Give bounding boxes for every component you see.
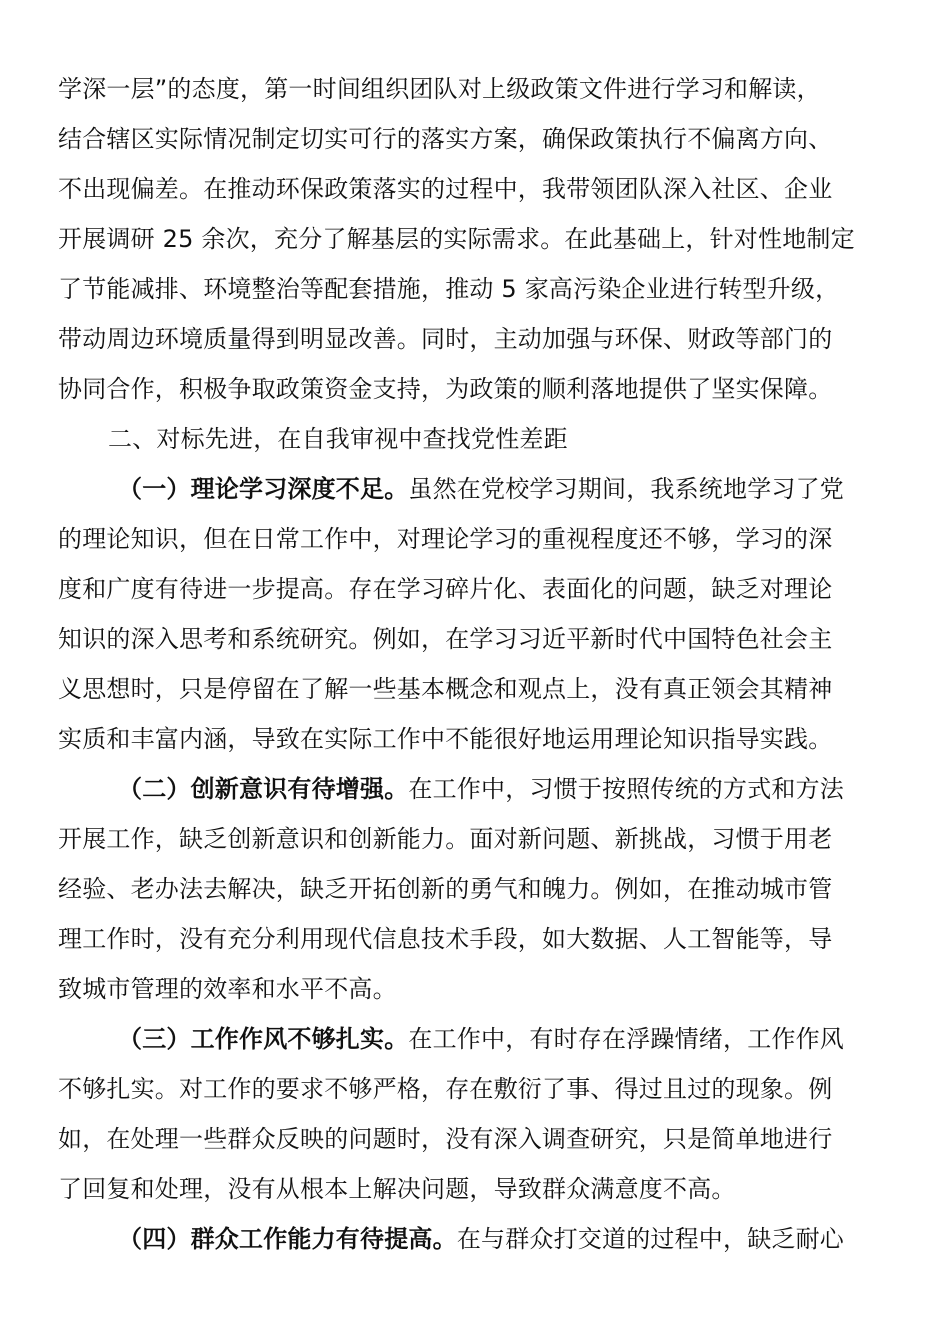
item-first-line: [58, 764, 888, 814]
item-title: （二）创新意识有待增强。: [118, 775, 409, 803]
item-first-line: [58, 1214, 888, 1264]
text-line: 开展工作，缺乏创新意识和创新能力。面对新问题、新挑战，习惯于用老: [58, 825, 833, 853]
text-line: 了回复和处理，没有从根本上解决问题，导致群众满意度不高。: [58, 1175, 736, 1203]
item-text: 在工作中，有时存在浮躁情绪，工作作风: [408, 1025, 845, 1053]
text-line: 义思想时，只是停留在了解一些基本概念和观点上，没有真正领会其精神: [58, 675, 833, 703]
section-heading: 二、对标先进，在自我审视中查找党性差距: [108, 425, 568, 453]
text-line: 经验、老办法去解决，缺乏开拓创新的勇气和魄力。例如，在推动城市管: [58, 875, 833, 903]
item-first-line: [58, 1014, 888, 1064]
text-line: 开展调研 25 余次，充分了解基层的实际需求。在此基础上，针对性地制定: [58, 225, 855, 253]
item-title: （三）工作作风不够扎实。: [118, 1025, 409, 1053]
item-text: 在工作中，习惯于按照传统的方式和方法: [408, 775, 845, 803]
text-line: 不出现偏差。在推动环保政策落实的过程中，我带领团队深入社区、企业: [58, 175, 833, 203]
text-line: 实质和丰富内涵，导致在实际工作中不能很好地运用理论知识指导实践。: [58, 725, 833, 753]
paragraph-item-3: [58, 1014, 888, 1214]
paragraph-item-1: [58, 464, 888, 764]
text-line: 度和广度有待进一步提高。存在学习碎片化、表面化的问题，缺乏对理论: [58, 575, 833, 603]
paragraph-environmental-policy: [58, 64, 888, 414]
text-line: 的理论知识，但在日常工作中，对理论学习的重视程度还不够，学习的深: [58, 525, 833, 553]
text-line: 协同合作，积极争取政策资金支持，为政策的顺利落地提供了坚实保障。: [58, 375, 833, 403]
text-line: 带动周边环境质量得到明显改善。同时，主动加强与环保、财政等部门的: [58, 325, 833, 353]
text-line: 知识的深入思考和系统研究。例如，在学习习近平新时代中国特色社会主: [58, 625, 833, 653]
text-line: 理工作时，没有充分利用现代信息技术手段，如大数据、人工智能等，导: [58, 925, 833, 953]
paragraph-item-2: [58, 764, 888, 1014]
text-line: 结合辖区实际情况制定切实可行的落实方案，确保政策执行不偏离方向、: [58, 125, 833, 153]
text-line: 如，在处理一些群众反映的问题时，没有深入调查研究，只是简单地进行: [58, 1125, 833, 1153]
text-line: 不够扎实。对工作的要求不够严格，存在敷衍了事、得过且过的现象。例: [58, 1075, 833, 1103]
text-line: 学深一层”的态度，第一时间组织团队对上级政策文件进行学习和解读，: [58, 75, 821, 103]
item-title: （四）群众工作能力有待提高。: [118, 1225, 457, 1253]
text-line: 了节能减排、环境整治等配套措施，推动 5 家高污染企业进行转型升级，: [58, 275, 840, 303]
item-title: （一）理论学习深度不足。: [118, 475, 409, 503]
item-first-line: [58, 464, 888, 514]
item-text: 虽然在党校学习期间，我系统地学习了党: [408, 475, 845, 503]
text-line: 致城市管理的效率和水平不高。: [58, 975, 397, 1003]
item-text: 在与群众打交道的过程中，缺乏耐心: [456, 1225, 845, 1253]
paragraph-item-4: [58, 1214, 888, 1264]
document-page: [58, 64, 888, 1264]
